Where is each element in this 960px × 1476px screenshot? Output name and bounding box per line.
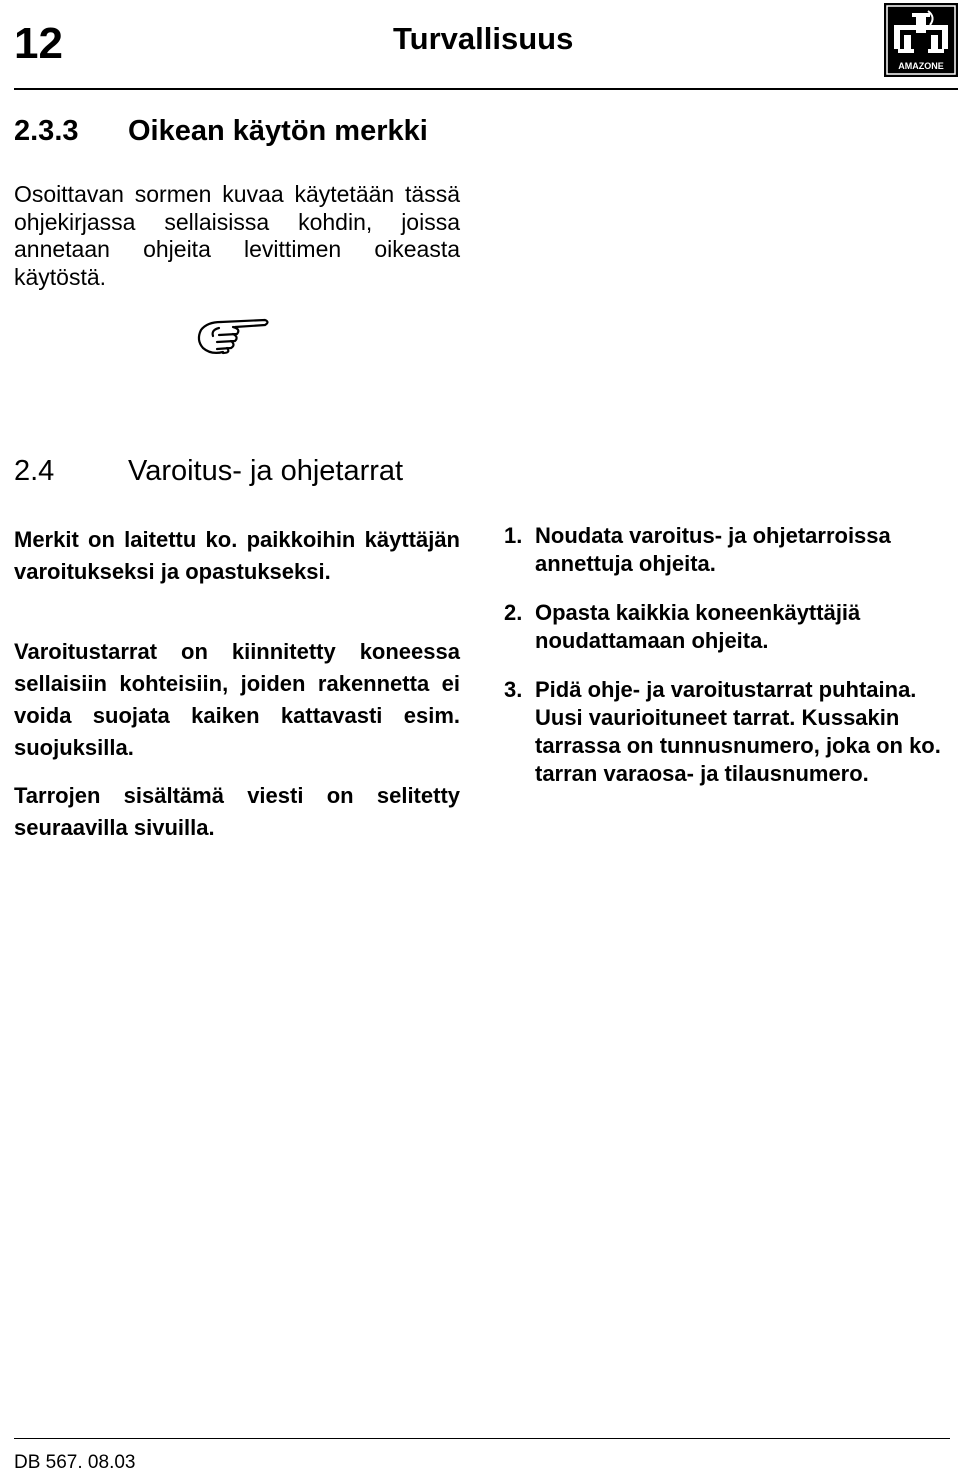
list-item-number: 2. [504,600,523,625]
page-number: 12 [14,19,63,68]
list-item [504,599,954,655]
body-paragraph: Tarrojen sisältämä viesti on selitetty seuraavilla sivuilla. [14,783,460,840]
list-item-number: 1. [504,523,523,548]
page-title: Turvallisuus [393,21,574,56]
instruction-list [504,522,954,809]
list-item-text: Noudata varoitus- ja ohjetarroissa annettuja ohjeita. [535,523,891,576]
list-item [504,522,954,578]
header-divider [14,88,958,90]
section-heading-2-3-3 [14,114,428,149]
intro-paragraph: Osoittavan sormen kuvaa käytetään tässä ohjekirjassa sellaisissa kohdin, joissa annetaan ohjeita levittimen oikeasta käytöstä. [14,181,460,290]
section-heading-2-4 [14,454,403,489]
section-title: Oikean käytön merkki [128,115,428,147]
body-paragraph: Varoitustarrat on kiinnitetty koneessa sellaisiin kohteisiin, joiden rakennetta ei voida suojata kaiken kattavasti esim. suojuksilla. [14,639,460,760]
footer-doc-code: DB 567. 08.03 [14,1452,136,1473]
amazone-logo-icon [884,3,958,77]
footer-divider [14,1438,950,1439]
section-title: Varoitus- ja ohjetarrat [128,455,404,487]
body-paragraph: Merkit on laitettu ko. paikkoihin käyttäjän varoitukseksi ja opastukseksi. [14,527,460,584]
list-item-number: 3. [504,677,523,702]
logo-text: AMAZONE [898,61,944,71]
list-item-text: Opasta kaikkia koneenkäyttäjiä noudattamaan ohjeita. [535,600,861,653]
section-number: 2.3.3 [14,115,79,147]
section-number: 2.4 [14,455,55,487]
pointing-hand-icon [193,310,273,358]
list-item-text: Pidä ohje- ja varoitustarrat puhtaina. Uusi vaurioituneet tarrat. Kussakin tarrassa on tunnusnumero, joka on ko. tarran varaosa- ja tilausnumero. [535,677,941,786]
list-item [504,676,954,788]
